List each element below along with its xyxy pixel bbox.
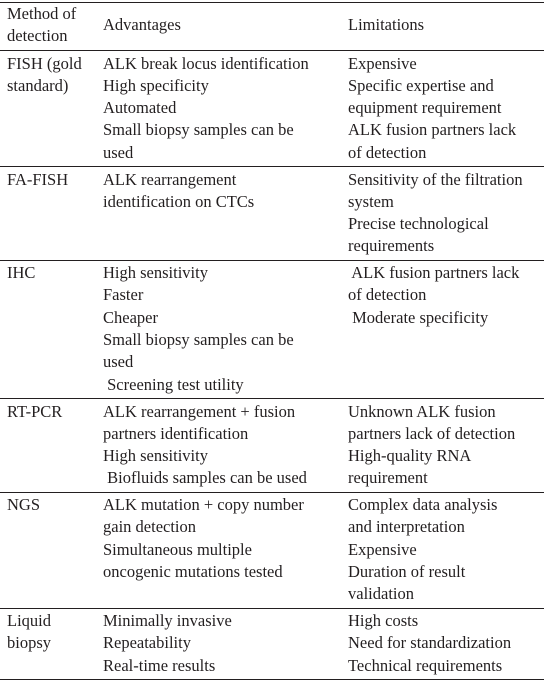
row-separator [0, 679, 544, 680]
row-limitations [348, 169, 523, 258]
cell-text-line: Expensive [348, 53, 417, 73]
cell-text-line: of detection [348, 142, 427, 162]
cell-text-line: Moderate specificity [348, 307, 489, 327]
cell-text-line: Real-time results [103, 655, 216, 675]
cell-text-line: Minimally invasive [103, 611, 232, 631]
cell-text-line: Precise technological [348, 214, 489, 234]
cell-text-line: used [103, 142, 134, 162]
row-limitations [348, 53, 516, 164]
cell-text-line: standard) [7, 75, 69, 95]
cell-text-line: ALK rearrangement [103, 169, 237, 189]
cell-text-line: High specificity [103, 75, 209, 95]
row-limitations [348, 494, 497, 605]
cell-text-line: ALK rearrangement + fusion [103, 401, 296, 421]
cell-text-line: High costs [348, 611, 419, 631]
cell-text-line: Faster [103, 285, 144, 305]
row-separator [0, 608, 544, 609]
row-advantages [103, 494, 304, 583]
row-limitations [348, 610, 511, 677]
cell-text-line: system [348, 191, 394, 211]
cell-text-line: High sensitivity [103, 446, 208, 466]
cell-text-line: FA-FISH [7, 169, 69, 189]
row-method [7, 610, 51, 655]
cell-text-line: requirement [348, 468, 428, 488]
cell-text-line: detection [7, 25, 68, 45]
cell-text-line: partners lack of detection [348, 423, 516, 443]
cell-text-line: ALK mutation + copy number [103, 495, 304, 515]
cell-text-line: Advantages [103, 14, 181, 34]
cell-text-line: Technical requirements [348, 655, 503, 675]
cell-text-line: FISH (gold [7, 53, 82, 73]
header-rule [0, 50, 544, 51]
top-rule [0, 2, 544, 3]
cell-text-line: RT-PCR [7, 401, 63, 421]
cell-text-line: High sensitivity [103, 263, 208, 283]
cell-text-line: Liquid [7, 611, 51, 631]
cell-text-line: Need for standardization [348, 633, 512, 653]
header-advantages [103, 14, 181, 36]
cell-text-line: NGS [7, 495, 41, 515]
cell-text-line: gain detection [103, 517, 197, 537]
row-separator [0, 260, 544, 261]
cell-text-line: of detection [348, 285, 427, 305]
row-advantages [103, 401, 307, 490]
cell-text-line: Biofluids samples can be used [103, 468, 307, 488]
cell-text-line: and interpretation [348, 517, 465, 537]
cell-text-line: biopsy [7, 633, 52, 653]
cell-text-line: Unknown ALK fusion [348, 401, 496, 421]
row-separator [0, 166, 544, 167]
row-advantages [103, 262, 294, 396]
cell-text-line: Automated [103, 98, 177, 118]
header-method [7, 3, 76, 48]
cell-text-line: ALK break locus identification [103, 53, 309, 73]
cell-text-line: Complex data analysis [348, 495, 498, 515]
cell-text-line: used [103, 352, 134, 372]
cell-text-line: Expensive [348, 539, 417, 559]
cell-text-line: Cheaper [103, 307, 158, 327]
cell-text-line: Small biopsy samples can be [103, 120, 294, 140]
cell-text-line: Screening test utility [103, 374, 244, 394]
row-limitations [348, 262, 519, 329]
row-separator [0, 398, 544, 399]
row-advantages [103, 169, 254, 214]
cell-text-line: partners identification [103, 423, 249, 443]
cell-text-line: Small biopsy samples can be [103, 330, 294, 350]
header-limitations [348, 14, 424, 36]
row-method [7, 53, 82, 98]
row-method [7, 262, 35, 284]
row-method [7, 494, 40, 516]
cell-text-line: IHC [7, 263, 36, 283]
cell-text-line: ALK fusion partners lack [348, 263, 520, 283]
row-method [7, 401, 62, 423]
cell-text-line: High-quality RNA [348, 446, 472, 466]
cell-text-line: Method of [7, 3, 77, 23]
cell-text-line: equipment requirement [348, 98, 502, 118]
cell-text-line: Sensitivity of the filtration [348, 169, 523, 189]
cell-text-line: Duration of result [348, 562, 466, 582]
cell-text-line: ALK fusion partners lack [348, 120, 517, 140]
row-separator [0, 492, 544, 493]
cell-text-line: identification on CTCs [103, 191, 255, 211]
cell-text-line: Simultaneous multiple [103, 539, 252, 559]
row-limitations [348, 401, 515, 490]
cell-text-line: Repeatability [103, 633, 191, 653]
row-method [7, 169, 68, 191]
cell-text-line: Limitations [348, 14, 425, 34]
cell-text-line: requirements [348, 236, 435, 256]
row-advantages [103, 53, 309, 164]
cell-text-line: validation [348, 584, 414, 604]
cell-text-line: Specific expertise and [348, 75, 494, 95]
row-advantages [103, 610, 232, 677]
cell-text-line: oncogenic mutations tested [103, 562, 283, 582]
